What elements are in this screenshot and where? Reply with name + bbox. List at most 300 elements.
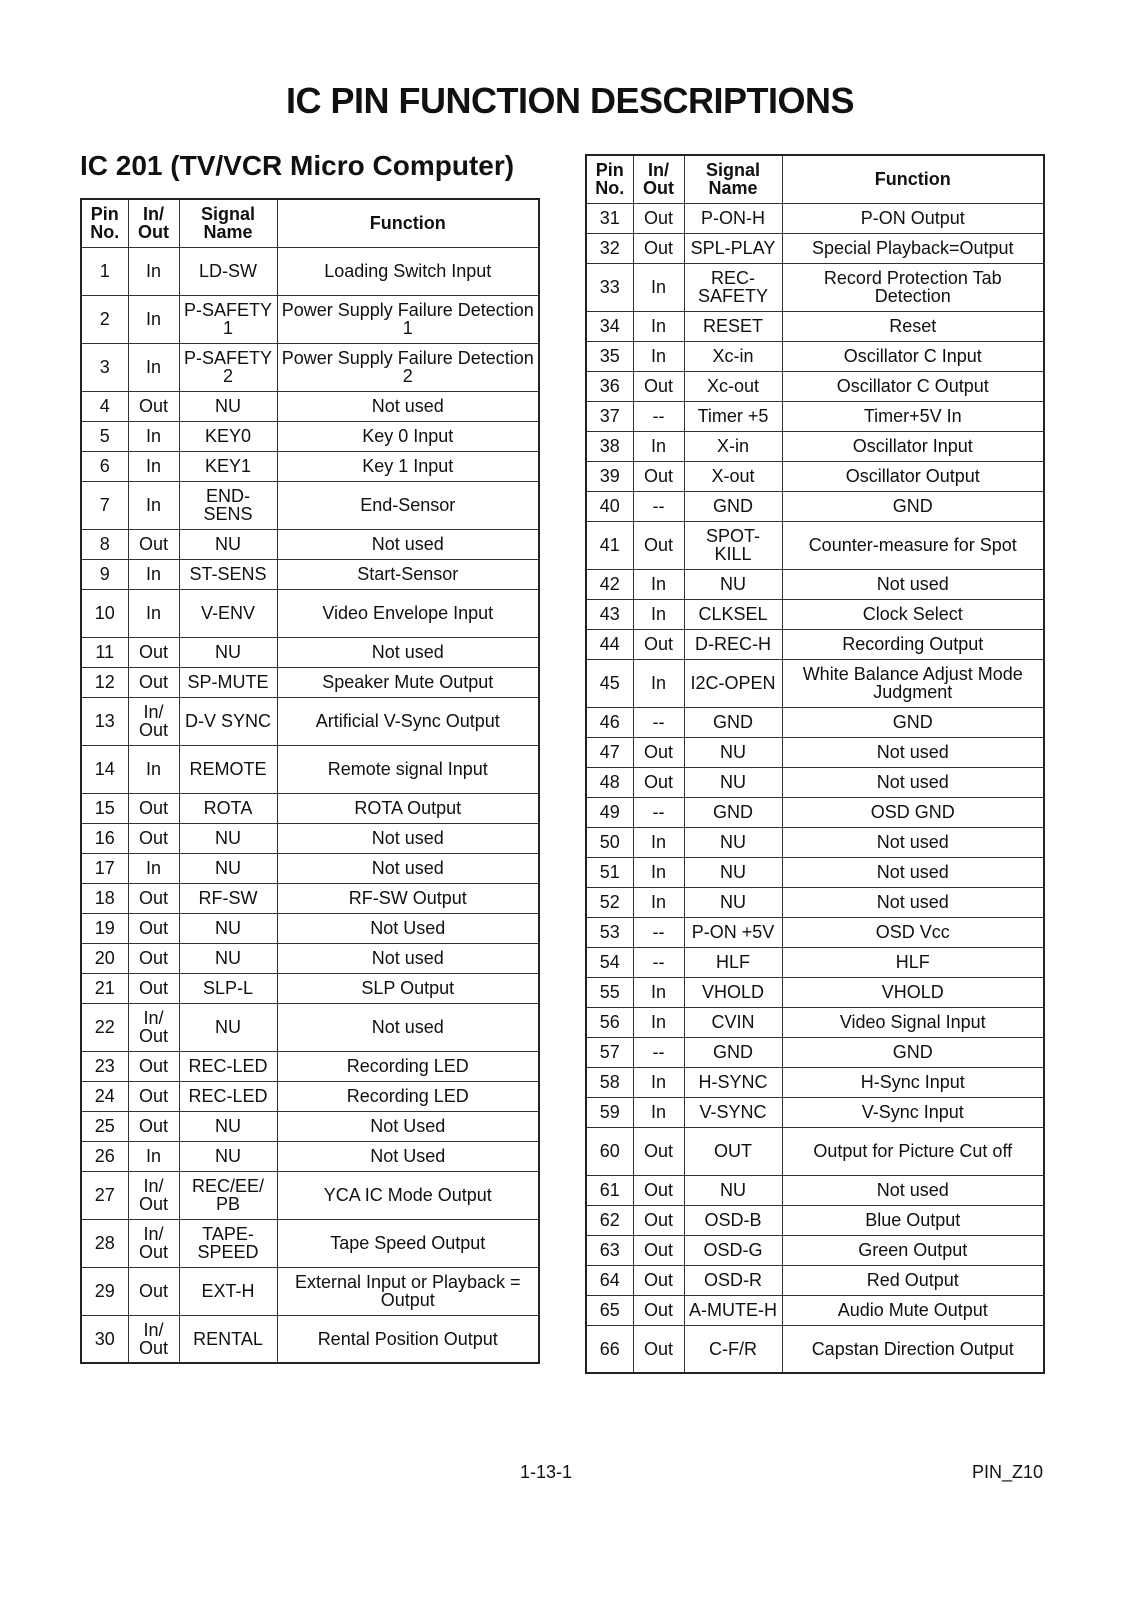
function-cell: SLP Output xyxy=(277,973,539,1003)
pin-cell: 62 xyxy=(586,1205,633,1235)
function-cell: External Input or Playback = Output xyxy=(277,1267,539,1315)
signal-cell: KEY0 xyxy=(179,421,277,451)
ic-title: IC 201 (TV/VCR Micro Computer) xyxy=(80,150,515,181)
table-row xyxy=(81,637,539,667)
signal-cell: NU xyxy=(179,1141,277,1171)
function-cell: Not used xyxy=(277,853,539,883)
table-row xyxy=(81,421,539,451)
io-cell: -- xyxy=(633,797,684,827)
function-cell: Oscillator C Input xyxy=(782,341,1044,371)
signal-cell: NU xyxy=(179,823,277,853)
table-row xyxy=(586,767,1044,797)
io-cell: Out xyxy=(633,233,684,263)
table-row xyxy=(586,1265,1044,1295)
signal-cell: NU xyxy=(684,827,782,857)
table-row xyxy=(586,431,1044,461)
function-cell: Not used xyxy=(782,737,1044,767)
io-cell: In xyxy=(128,343,179,391)
function-cell: Clock Select xyxy=(782,599,1044,629)
page-title: IC PIN FUNCTION DESCRIPTIONS xyxy=(285,80,855,121)
function-cell: Timer+5V In xyxy=(782,401,1044,431)
io-cell: In xyxy=(633,857,684,887)
signal-cell: D-REC-H xyxy=(684,629,782,659)
signal-cell: OSD-R xyxy=(684,1265,782,1295)
pin-cell: 7 xyxy=(81,481,128,529)
function-cell: Not used xyxy=(782,569,1044,599)
pin-cell: 28 xyxy=(81,1219,128,1267)
signal-cell: NU xyxy=(684,887,782,917)
signal-cell: NU xyxy=(179,853,277,883)
signal-cell: NU xyxy=(179,913,277,943)
pin-cell: 15 xyxy=(81,793,128,823)
table-row xyxy=(586,659,1044,707)
header-signal: Signal Name xyxy=(179,199,277,247)
function-cell: Rental Position Output xyxy=(277,1315,539,1363)
function-cell: Counter-measure for Spot xyxy=(782,521,1044,569)
table-row xyxy=(586,629,1044,659)
table-row xyxy=(586,341,1044,371)
io-cell: In xyxy=(633,1007,684,1037)
header-function: Function xyxy=(782,155,1044,203)
function-cell: Recording LED xyxy=(277,1051,539,1081)
pin-cell: 57 xyxy=(586,1037,633,1067)
io-cell: Out xyxy=(633,1325,684,1373)
function-cell: Not used xyxy=(782,767,1044,797)
function-cell: Not used xyxy=(277,391,539,421)
pin-cell: 59 xyxy=(586,1097,633,1127)
io-cell: Out xyxy=(633,1265,684,1295)
signal-cell: GND xyxy=(684,707,782,737)
function-cell: Audio Mute Output xyxy=(782,1295,1044,1325)
signal-cell: SLP-L xyxy=(179,973,277,1003)
function-cell: Oscillator C Output xyxy=(782,371,1044,401)
io-cell: In xyxy=(128,247,179,295)
table-row xyxy=(586,797,1044,827)
table-row xyxy=(586,521,1044,569)
signal-cell: SPL-PLAY xyxy=(684,233,782,263)
io-cell: Out xyxy=(128,1051,179,1081)
table-row xyxy=(81,559,539,589)
table-row xyxy=(586,203,1044,233)
pin-cell: 19 xyxy=(81,913,128,943)
signal-cell: REC/EE/ PB xyxy=(179,1171,277,1219)
page-number: 1-13-1 xyxy=(520,1462,573,1482)
pin-cell: 52 xyxy=(586,887,633,917)
io-cell: In xyxy=(633,659,684,707)
header-io: In/ Out xyxy=(128,199,179,247)
pin-cell: 36 xyxy=(586,371,633,401)
io-cell: Out xyxy=(128,913,179,943)
io-cell: Out xyxy=(128,793,179,823)
pin-cell: 58 xyxy=(586,1067,633,1097)
function-cell: Not used xyxy=(277,529,539,559)
function-cell: Oscillator Output xyxy=(782,461,1044,491)
function-cell: Key 1 Input xyxy=(277,451,539,481)
table-row xyxy=(586,857,1044,887)
table-row xyxy=(586,1325,1044,1373)
pin-cell: 18 xyxy=(81,883,128,913)
io-cell: In xyxy=(633,263,684,311)
function-cell: ROTA Output xyxy=(277,793,539,823)
signal-cell: REMOTE xyxy=(179,745,277,793)
pin-cell: 32 xyxy=(586,233,633,263)
io-cell: In xyxy=(633,1097,684,1127)
function-cell: Key 0 Input xyxy=(277,421,539,451)
table-row xyxy=(81,1267,539,1315)
table-row xyxy=(81,343,539,391)
pin-cell: 21 xyxy=(81,973,128,1003)
pin-cell: 41 xyxy=(586,521,633,569)
io-cell: In xyxy=(128,1141,179,1171)
pin-cell: 48 xyxy=(586,767,633,797)
pin-cell: 51 xyxy=(586,857,633,887)
table-row xyxy=(81,823,539,853)
header-pin: Pin No. xyxy=(81,199,128,247)
signal-cell: NU xyxy=(179,943,277,973)
io-cell: Out xyxy=(128,637,179,667)
signal-cell: LD-SW xyxy=(179,247,277,295)
table-row xyxy=(81,247,539,295)
function-cell: Not used xyxy=(782,827,1044,857)
signal-cell: P-ON-H xyxy=(684,203,782,233)
function-cell: V-Sync Input xyxy=(782,1097,1044,1127)
pin-cell: 56 xyxy=(586,1007,633,1037)
signal-cell: REC-LED xyxy=(179,1051,277,1081)
function-cell: Not used xyxy=(277,637,539,667)
signal-cell: ROTA xyxy=(179,793,277,823)
table-row xyxy=(586,737,1044,767)
io-cell: In/ Out xyxy=(128,1219,179,1267)
io-cell: Out xyxy=(633,767,684,797)
io-cell: Out xyxy=(633,461,684,491)
pin-cell: 60 xyxy=(586,1127,633,1175)
signal-cell: CVIN xyxy=(684,1007,782,1037)
io-cell: Out xyxy=(633,1127,684,1175)
pin-cell: 25 xyxy=(81,1111,128,1141)
pin-cell: 55 xyxy=(586,977,633,1007)
signal-cell: V-SYNC xyxy=(684,1097,782,1127)
io-cell: In/ Out xyxy=(128,1315,179,1363)
signal-cell: EXT-H xyxy=(179,1267,277,1315)
function-cell: Not used xyxy=(277,1003,539,1051)
header-function: Function xyxy=(277,199,539,247)
signal-cell: OSD-B xyxy=(684,1205,782,1235)
pin-cell: 6 xyxy=(81,451,128,481)
table-row xyxy=(81,793,539,823)
table-row xyxy=(586,1007,1044,1037)
table-row xyxy=(586,371,1044,401)
function-cell: Recording LED xyxy=(277,1081,539,1111)
function-cell: End-Sensor xyxy=(277,481,539,529)
pin-cell: 29 xyxy=(81,1267,128,1315)
header-signal: Signal Name xyxy=(684,155,782,203)
io-cell: In xyxy=(633,977,684,1007)
io-cell: In/ Out xyxy=(128,1171,179,1219)
io-cell: In xyxy=(633,1067,684,1097)
table-row xyxy=(586,1067,1044,1097)
io-cell: Out xyxy=(633,1295,684,1325)
table-row xyxy=(81,295,539,343)
pin-table-right xyxy=(585,154,1045,1374)
pin-cell: 30 xyxy=(81,1315,128,1363)
pin-cell: 54 xyxy=(586,947,633,977)
io-cell: -- xyxy=(633,917,684,947)
io-cell: -- xyxy=(633,491,684,521)
signal-cell: KEY1 xyxy=(179,451,277,481)
function-cell: Recording Output xyxy=(782,629,1044,659)
io-cell: Out xyxy=(633,737,684,767)
pin-cell: 38 xyxy=(586,431,633,461)
pin-cell: 40 xyxy=(586,491,633,521)
function-cell: Power Supply Failure Detection 2 xyxy=(277,343,539,391)
function-cell: Loading Switch Input xyxy=(277,247,539,295)
pin-cell: 63 xyxy=(586,1235,633,1265)
pin-cell: 23 xyxy=(81,1051,128,1081)
table-row xyxy=(586,887,1044,917)
table-row xyxy=(586,461,1044,491)
table-row xyxy=(81,667,539,697)
function-cell: OSD GND xyxy=(782,797,1044,827)
pin-table-left xyxy=(80,198,540,1364)
io-cell: In xyxy=(633,569,684,599)
pin-cell: 66 xyxy=(586,1325,633,1373)
table-row xyxy=(81,745,539,793)
signal-cell: HLF xyxy=(684,947,782,977)
table-row xyxy=(586,1037,1044,1067)
signal-cell: GND xyxy=(684,491,782,521)
signal-cell: Timer +5 xyxy=(684,401,782,431)
signal-cell: D-V SYNC xyxy=(179,697,277,745)
table-row xyxy=(586,1175,1044,1205)
function-cell: Artificial V-Sync Output xyxy=(277,697,539,745)
function-cell: Not Used xyxy=(277,913,539,943)
signal-cell: END-SENS xyxy=(179,481,277,529)
pin-cell: 14 xyxy=(81,745,128,793)
function-cell: Not used xyxy=(277,823,539,853)
pin-cell: 24 xyxy=(81,1081,128,1111)
function-cell: Start-Sensor xyxy=(277,559,539,589)
signal-cell: NU xyxy=(684,1175,782,1205)
table-row xyxy=(81,1141,539,1171)
pin-cell: 8 xyxy=(81,529,128,559)
signal-cell: I2C-OPEN xyxy=(684,659,782,707)
pin-cell: 65 xyxy=(586,1295,633,1325)
signal-cell: NU xyxy=(179,391,277,421)
function-cell: Capstan Direction Output xyxy=(782,1325,1044,1373)
pin-cell: 10 xyxy=(81,589,128,637)
table-row xyxy=(81,943,539,973)
table-row xyxy=(586,947,1044,977)
pin-cell: 45 xyxy=(586,659,633,707)
table-row xyxy=(586,1097,1044,1127)
table-row xyxy=(81,451,539,481)
signal-cell: NU xyxy=(179,529,277,559)
io-cell: In xyxy=(128,295,179,343)
pin-cell: 39 xyxy=(586,461,633,491)
function-cell: Remote signal Input xyxy=(277,745,539,793)
signal-cell: SPOT- KILL xyxy=(684,521,782,569)
pin-cell: 26 xyxy=(81,1141,128,1171)
table-row xyxy=(81,883,539,913)
function-cell: H-Sync Input xyxy=(782,1067,1044,1097)
header-pin: Pin No. xyxy=(586,155,633,203)
pin-cell: 46 xyxy=(586,707,633,737)
io-cell: Out xyxy=(128,667,179,697)
io-cell: Out xyxy=(633,371,684,401)
function-cell: Not used xyxy=(782,1175,1044,1205)
table-row xyxy=(81,1171,539,1219)
table-row xyxy=(586,1295,1044,1325)
io-cell: In xyxy=(128,421,179,451)
function-cell: Not used xyxy=(782,887,1044,917)
table-row xyxy=(81,853,539,883)
header-io: In/ Out xyxy=(633,155,684,203)
table-row xyxy=(586,311,1044,341)
signal-cell: NU xyxy=(179,1111,277,1141)
table-row xyxy=(586,599,1044,629)
signal-cell: CLKSEL xyxy=(684,599,782,629)
function-cell: Video Signal Input xyxy=(782,1007,1044,1037)
io-cell: Out xyxy=(128,1267,179,1315)
function-cell: YCA IC Mode Output xyxy=(277,1171,539,1219)
document-code: PIN_Z10 xyxy=(972,1462,1044,1482)
function-cell: HLF xyxy=(782,947,1044,977)
table-row xyxy=(586,977,1044,1007)
function-cell: Speaker Mute Output xyxy=(277,667,539,697)
pin-cell: 11 xyxy=(81,637,128,667)
pin-cell: 16 xyxy=(81,823,128,853)
pin-cell: 42 xyxy=(586,569,633,599)
pin-cell: 50 xyxy=(586,827,633,857)
pin-cell: 2 xyxy=(81,295,128,343)
io-cell: Out xyxy=(128,1111,179,1141)
io-cell: In xyxy=(633,311,684,341)
io-cell: In xyxy=(633,341,684,371)
table-row xyxy=(81,697,539,745)
function-cell: OSD Vcc xyxy=(782,917,1044,947)
function-cell: VHOLD xyxy=(782,977,1044,1007)
function-cell: GND xyxy=(782,491,1044,521)
function-cell: White Balance Adjust Mode Judgment xyxy=(782,659,1044,707)
pin-cell: 31 xyxy=(586,203,633,233)
table-row xyxy=(81,529,539,559)
signal-cell: NU xyxy=(684,569,782,599)
signal-cell: P-SAFETY 1 xyxy=(179,295,277,343)
function-cell: Not Used xyxy=(277,1111,539,1141)
table-row xyxy=(81,1003,539,1051)
table-row xyxy=(586,917,1044,947)
signal-cell: REC-LED xyxy=(179,1081,277,1111)
pin-cell: 13 xyxy=(81,697,128,745)
table-row xyxy=(81,481,539,529)
io-cell: -- xyxy=(633,1037,684,1067)
signal-cell: SP-MUTE xyxy=(179,667,277,697)
function-cell: Output for Picture Cut off xyxy=(782,1127,1044,1175)
pin-cell: 12 xyxy=(81,667,128,697)
pin-cell: 64 xyxy=(586,1265,633,1295)
signal-cell: ST-SENS xyxy=(179,559,277,589)
signal-cell: REC- SAFETY xyxy=(684,263,782,311)
signal-cell: NU xyxy=(684,767,782,797)
signal-cell: TAPE- SPEED xyxy=(179,1219,277,1267)
pin-cell: 9 xyxy=(81,559,128,589)
io-cell: Out xyxy=(633,1235,684,1265)
io-cell: -- xyxy=(633,401,684,431)
function-cell: GND xyxy=(782,1037,1044,1067)
function-cell: Record Protection Tab Detection xyxy=(782,263,1044,311)
signal-cell: H-SYNC xyxy=(684,1067,782,1097)
signal-cell: C-F/R xyxy=(684,1325,782,1373)
io-cell: In xyxy=(128,745,179,793)
pin-cell: 44 xyxy=(586,629,633,659)
signal-cell: GND xyxy=(684,1037,782,1067)
io-cell: In xyxy=(128,451,179,481)
pin-cell: 43 xyxy=(586,599,633,629)
signal-cell: NU xyxy=(179,637,277,667)
function-cell: RF-SW Output xyxy=(277,883,539,913)
table-row xyxy=(586,1205,1044,1235)
io-cell: In xyxy=(633,599,684,629)
signal-cell: OUT xyxy=(684,1127,782,1175)
io-cell: -- xyxy=(633,947,684,977)
io-cell: Out xyxy=(128,1081,179,1111)
function-cell: GND xyxy=(782,707,1044,737)
pin-cell: 20 xyxy=(81,943,128,973)
table-row xyxy=(81,1315,539,1363)
table-row xyxy=(586,233,1044,263)
function-cell: Reset xyxy=(782,311,1044,341)
function-cell: Tape Speed Output xyxy=(277,1219,539,1267)
signal-cell: RENTAL xyxy=(179,1315,277,1363)
signal-cell: P-SAFETY 2 xyxy=(179,343,277,391)
pin-cell: 22 xyxy=(81,1003,128,1051)
io-cell: In xyxy=(633,827,684,857)
io-cell: Out xyxy=(633,521,684,569)
io-cell: In xyxy=(128,853,179,883)
pin-cell: 4 xyxy=(81,391,128,421)
io-cell: Out xyxy=(633,629,684,659)
function-cell: Blue Output xyxy=(782,1205,1044,1235)
table-row xyxy=(586,1127,1044,1175)
table-row xyxy=(81,391,539,421)
io-cell: Out xyxy=(128,391,179,421)
io-cell: Out xyxy=(633,203,684,233)
io-cell: Out xyxy=(128,529,179,559)
pin-cell: 1 xyxy=(81,247,128,295)
function-cell: Red Output xyxy=(782,1265,1044,1295)
pin-cell: 47 xyxy=(586,737,633,767)
io-cell: Out xyxy=(128,973,179,1003)
table-row xyxy=(586,401,1044,431)
table-row xyxy=(81,913,539,943)
signal-cell: RF-SW xyxy=(179,883,277,913)
signal-cell: GND xyxy=(684,797,782,827)
pin-cell: 53 xyxy=(586,917,633,947)
io-cell: In xyxy=(633,887,684,917)
signal-cell: A-MUTE-H xyxy=(684,1295,782,1325)
io-cell: In/ Out xyxy=(128,697,179,745)
signal-cell: OSD-G xyxy=(684,1235,782,1265)
table-row xyxy=(586,569,1044,599)
pin-cell: 17 xyxy=(81,853,128,883)
signal-cell: X-in xyxy=(684,431,782,461)
function-cell: Oscillator Input xyxy=(782,431,1044,461)
io-cell: Out xyxy=(633,1175,684,1205)
io-cell: In xyxy=(128,481,179,529)
table-row xyxy=(81,1111,539,1141)
table-row xyxy=(81,1051,539,1081)
table-row xyxy=(81,1219,539,1267)
